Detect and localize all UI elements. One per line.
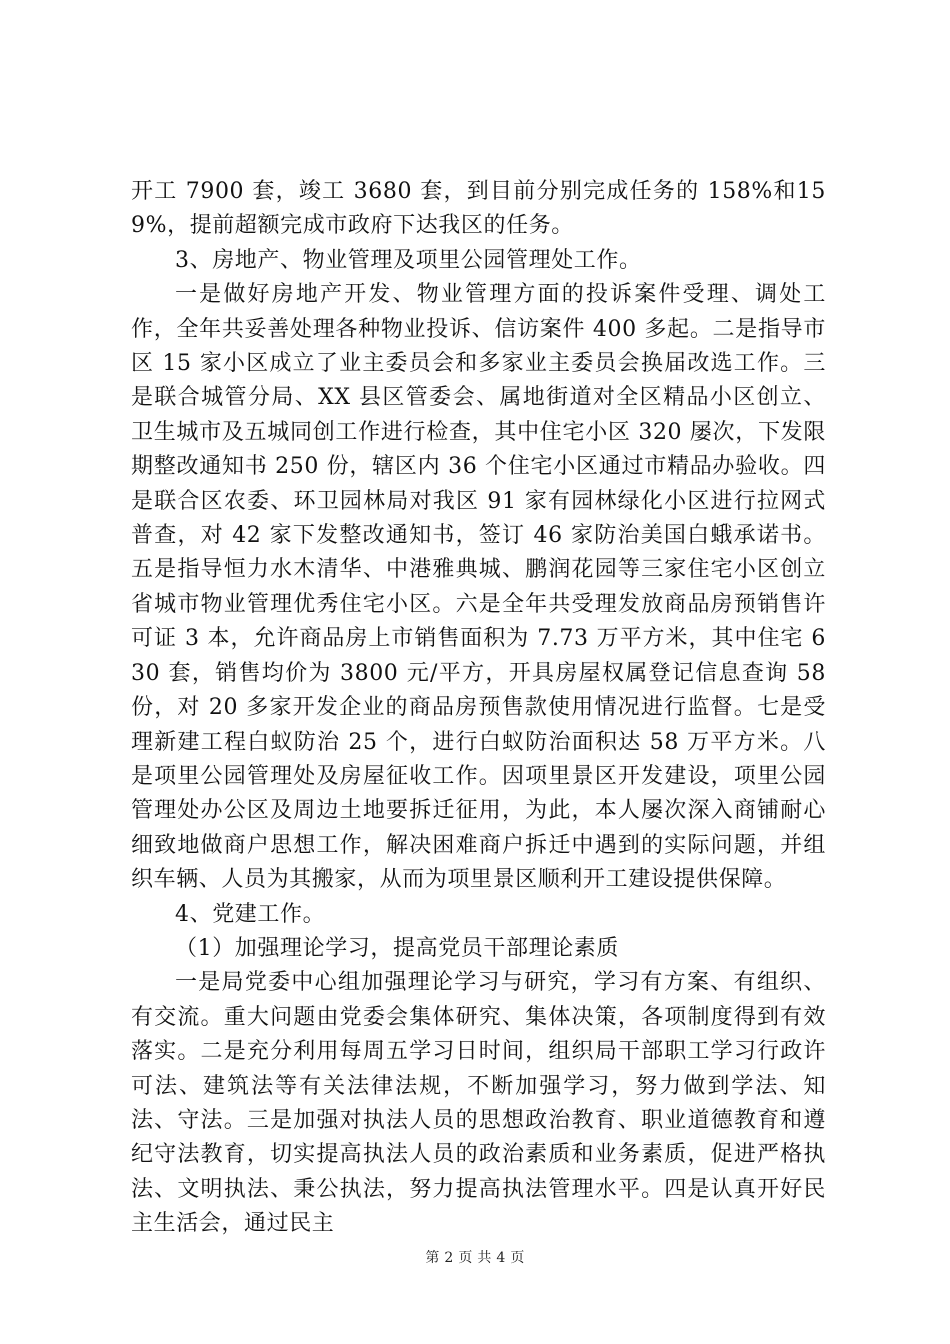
page-number-footer: 第 2 页 共 4 页 [425, 1250, 525, 1266]
paragraph-continuation: 开工 7900 套，竣工 3680 套，到目前分别完成任务的 158%和159%，提前超额完成市政府下达我区的任务。 [131, 179, 826, 239]
document-body [131, 175, 826, 1242]
paragraph-theory-study: 一是局党委中心组加强理论学习与研究，学习有方案、有组织、有交流。重大问题由党委会集体研究、集体决策，各项制度得到有效落实。二是充分利用每周五学习日时间，组织局干部职工学习行政许可法、建筑法等有关法律法规，不断加强学习，努力做到学法、知法、守法。三是加强对执法人员的思想政治教育、职业道德教育和遵纪守法教育，切实提高执法人员的政治素质和业务素质，促进严格执法、文明执法、秉公执法，努力提高执法管理水平。四是认真开好民主生活会，通过民主 [131, 970, 826, 1237]
section-heading-real-estate: 3、房地产、物业管理及项里公园管理处工作。 [175, 247, 642, 273]
paragraph-real-estate-work: 一是做好房地产开发、物业管理方面的投诉案件受理、调处工作，全年共妥善处理各种物业投诉、信访案件 400 多起。二是指导市区 15 家小区成立了业主委员会和多家业主委员会换届改选工作。三是联合城管分局、XX 县区管委会、属地街道对全区精品小区创立、卫生城市及五城同创工作进行检查，其中住宅小区 320 屡次，下发限期整改通知书 250 份，辖区内 36 个住宅小区通过市精品办验收。四是联合区农委、环卫园林局对我区 91 家有园林绿化小区进行拉网式普查，对 42 家下发整改通知书，签订 46 家防治美国白蛾承诺书。五是指导恒力水木清华、中港雅典城、鹏润花园等三家住宅小区创立省城市物业管理优秀住宅小区。六是全年共受理发放商品房预销售许可证 3 本，允许商品房上市销售面积为 7.73 万平方米，其中住宅 630 套，销售均价为 3800 元/平方，开具房屋权属登记信息查询 58 份，对 20 多家开发企业的商品房预售款使用情况进行监督。七是受理新建工程白蚁防治 25 个，进行白蚁防治面积达 58 万平方米。八是项里公园管理处及房屋征收工作。因项里景区开发建设，项里公园管理处办公区及周边土地要拆迁征用，为此，本人屡次深入商铺耐心细致地做商户思想工作，解决困难商户拆迁中遇到的实际问题，并组织车辆、人员为其搬家，从而为项里景区顺利开工建设提供保障。 [131, 282, 826, 893]
subheading-theory-study: （1）加强理论学习，提高党员干部理论素质 [175, 935, 619, 961]
section-heading-party-building: 4、党建工作。 [175, 901, 326, 927]
